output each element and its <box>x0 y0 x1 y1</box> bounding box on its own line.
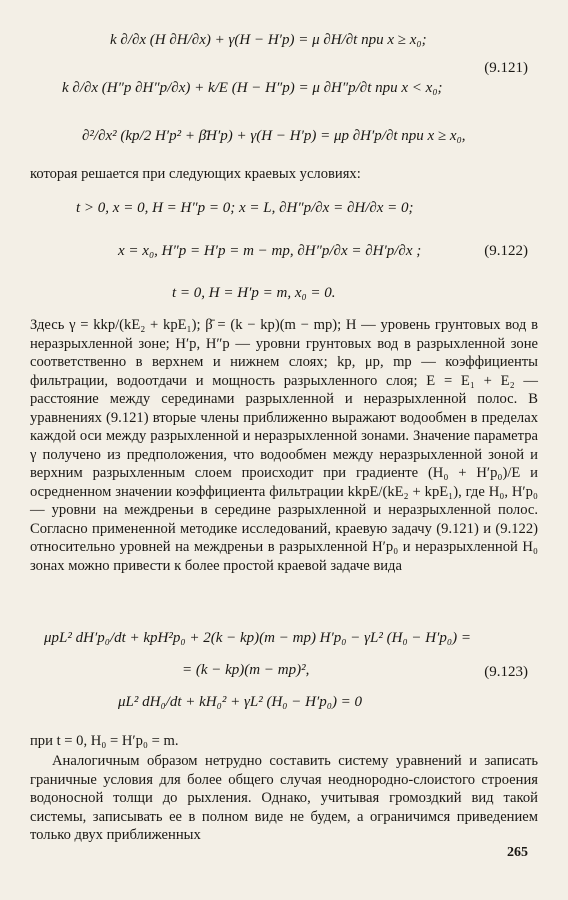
equation-number-9-122: (9.122) <box>484 243 528 259</box>
equation-number-9-121: (9.121) <box>484 60 528 76</box>
paragraph-boundary-conditions-intro: которая решается при следующих краевых условиях: <box>30 166 361 182</box>
equation-9-123-line-2: = (k − kp)(m − mp)², <box>182 662 310 678</box>
equation-number-9-123: (9.123) <box>484 664 528 680</box>
equation-9-122-line-3: t = 0, H = H′p = m, x₀ = 0. <box>172 285 336 301</box>
paragraph-conclusion: Аналогичным образом нетрудно составить систему уравнений и записать граничные условия для более общего случая неоднородно-слоистого строения водоносной толщи до рыхления. Однако, учитывая громоздкий вид такой системы, записывать ее в полном виде не будем, а ограничимся приведением только двух приближенных <box>30 753 538 843</box>
page-number: 265 <box>507 845 528 860</box>
equation-9-123-line-1: μpL² dH′p₀/dt + kpH²p₀ + 2(k − kp)(m − mp) H′p₀ − γL² (H₀ − H′p₀) = <box>44 630 471 646</box>
paragraph-definitions: Здесь γ = kkp/(kE₂ + kpE₁); β̄ = (k − kp)(m − mp); H — уровень грунтовых вод в неразрыхленной зоне; H′p, H″p — уровни грунтовых вод в разрыхленной зоне соответственно в верхнем и нижнем слоях; kp, μp, mp — коэффициенты фильтрации, водоотдачи и мощность разрыхленного слоя; E = E₁ + E₂ — расстояние между серединами разрыхленной и неразрыхленной полос. В уравнениях (9.121) вторые члены приближенно выражают водообмен в пределах каждой оси между разрыхленной и неразрыхленной зонами. Значение параметра γ получено из предположения, что водообмен между неразрыхленной зоной и верхним разрыхленным слоем происходит при градиенте (H₀ + H′p₀)/E и осредненном значении коэффициента фильтрации kkpE/(kE₂ + kpE₁), где H₀, H′p₀ — уровни на междреньи в середине разрыхленной и неразрыхленной полос. Согласно примененной методике исследований, краевую задачу (9.121) и (9.122) относительно уровней на междреньи в разрыхленной H′p₀ и неразрыхленной H₀ зонах можно привести к более простой краевой задаче вида <box>30 317 538 574</box>
equation-9-121-line-2: k ∂/∂x (H″p ∂H″p/∂x) + k/E (H − H″p) = μ ∂H″p/∂t при x < x₀; <box>62 80 443 96</box>
equation-9-122-line-1: t > 0, x = 0, H = H″p = 0; x = L, ∂H″p/∂x = ∂H/∂x = 0; <box>76 200 414 216</box>
equation-9-123-line-3: μL² dH₀/dt + kH₀² + γL² (H₀ − H′p₀) = 0 <box>118 694 363 710</box>
equation-9-122-line-2: x = x₀, H″p = H′p = m − mp, ∂H″p/∂x = ∂H′p/∂x ; <box>118 243 422 259</box>
equation-9-121-line-3: ∂²/∂x² (kp/2 H′p² + β̄H′p) + γ(H − H′p) = μp ∂H′p/∂t при x ≥ x₀, <box>82 128 466 144</box>
equation-9-121-line-1: k ∂/∂x (H ∂H/∂x) + γ(H − H′p) = μ ∂H/∂t при x ≥ x₀; <box>110 32 427 48</box>
paragraph-initial-condition: при t = 0, H₀ = H′p₀ = m. <box>30 733 179 749</box>
